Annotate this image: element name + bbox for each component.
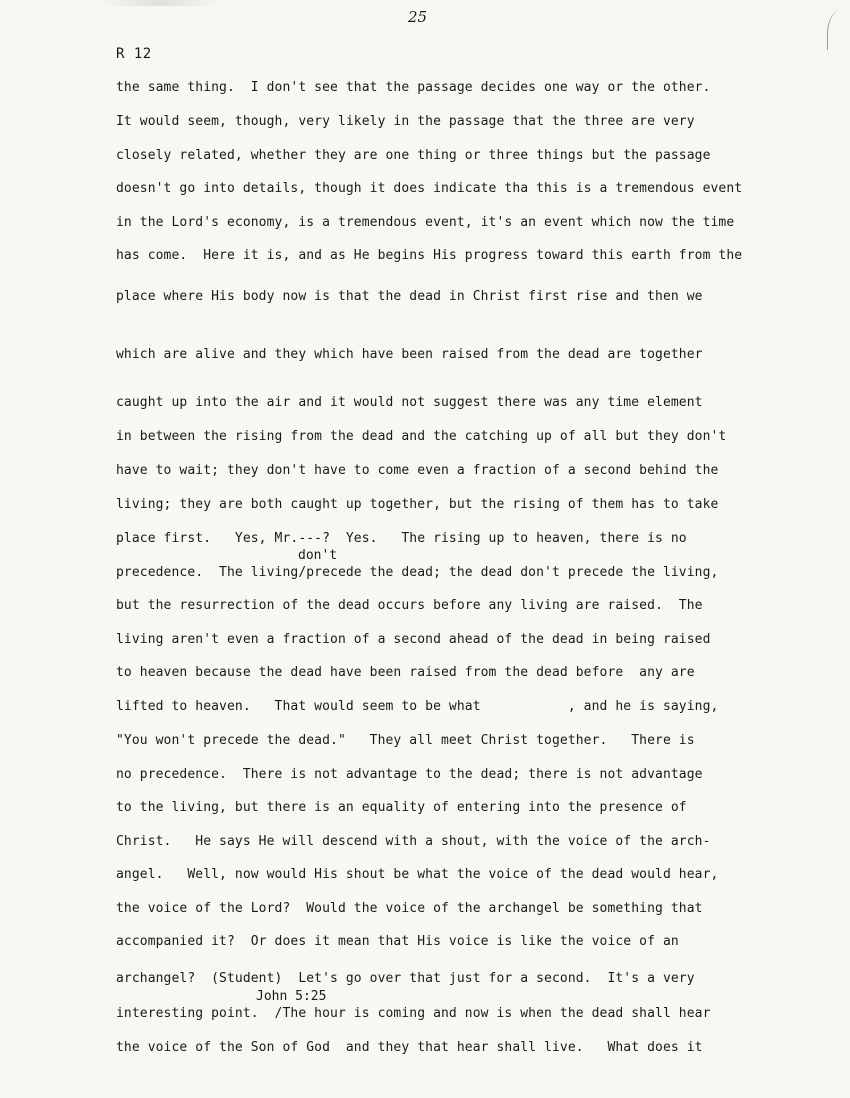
text-line: the same thing. I don't see that the passage decides one way or the other.	[116, 80, 711, 95]
text-line: lifted to heaven. That would seem to be what , and he is saying,	[116, 699, 719, 714]
text-line: living aren't even a fraction of a second ahead of the dead in being raised	[116, 632, 711, 647]
text-line: in the Lord's economy, is a tremendous event, it's an event which now the time	[116, 215, 735, 230]
text-line: to the living, but there is an equality of entering into the presence of	[116, 800, 687, 815]
text-line: in between the rising from the dead and the catching up of all but they don't	[116, 429, 727, 444]
text-line: caught up into the air and it would not suggest there was any time element	[116, 395, 703, 410]
text-line: interesting point. /The hour is coming and now is when the dead shall hear	[116, 1006, 711, 1021]
text-line: to heaven because the dead have been raised from the dead before any are	[116, 665, 695, 680]
text-line: which are alive and they which have been raised from the dead are together	[116, 347, 703, 362]
text-line: It would seem, though, very likely in the passage that the three are very	[116, 114, 695, 129]
text-line: but the resurrection of the dead occurs before any living are raised. The	[116, 598, 703, 613]
text-line: angel. Well, now would His shout be what the voice of the dead would hear,	[116, 867, 719, 882]
page-corner-curl	[827, 10, 850, 50]
text-line: living; they are both caught up together, but the rising of them has to take	[116, 497, 719, 512]
text-line: the voice of the Son of God and they that hear shall live. What does it	[116, 1040, 703, 1055]
text-line: have to wait; they don't have to come even a fraction of a second behind the	[116, 463, 719, 478]
text-line: has come. Here it is, and as He begins His progress toward this earth from the	[116, 248, 743, 263]
text-line: doesn't go into details, though it does indicate tha this is a tremendous event	[116, 181, 743, 196]
text-line: accompanied it? Or does it mean that His voice is like the voice of an	[116, 934, 679, 949]
text-line: "You won't precede the dead." They all meet Christ together. There is	[116, 733, 695, 748]
text-line: archangel? (Student) Let's go over that just for a second. It's a very	[116, 971, 695, 986]
interlinear-reference: John 5:25	[256, 989, 327, 1004]
text-line: no precedence. There is not advantage to the dead; there is not advantage	[116, 767, 703, 782]
scan-smudge	[100, 0, 220, 6]
text-line: place first. Yes, Mr.---? Yes. The rising up to heaven, there is no	[116, 531, 687, 546]
text-line: closely related, whether they are one thing or three things but the passage	[116, 148, 711, 163]
text-line: place where His body now is that the dead in Christ first rise and then we	[116, 289, 703, 304]
text-line: Christ. He says He will descend with a shout, with the voice of the arch-	[116, 834, 711, 849]
header-code: R 12	[116, 46, 152, 62]
interlinear-insertion: don't	[298, 548, 338, 563]
text-line: precedence. The living/precede the dead; the dead don't precede the living,	[116, 565, 719, 580]
page-number: 25	[408, 8, 428, 26]
text-line: the voice of the Lord? Would the voice of the archangel be something that	[116, 901, 703, 916]
